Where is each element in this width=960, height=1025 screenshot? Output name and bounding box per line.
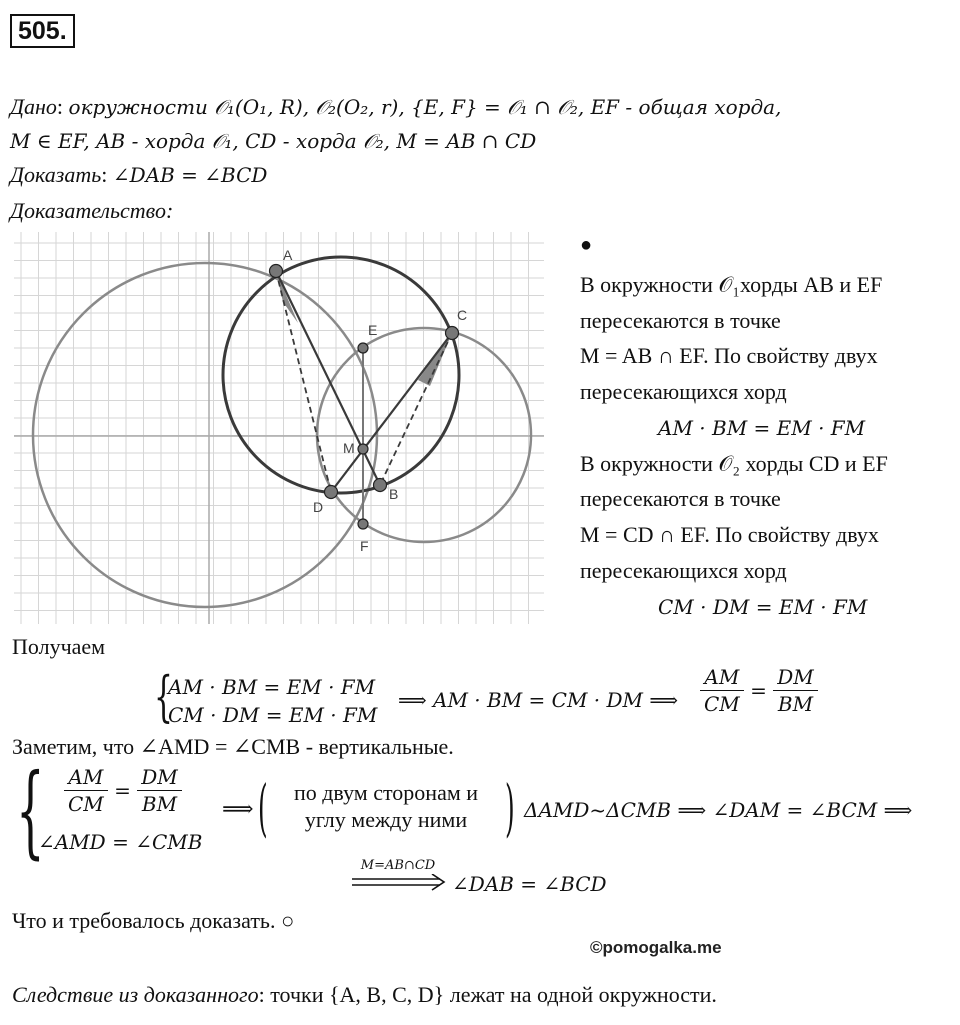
reason-line-2: углу между ними xyxy=(304,807,468,832)
paren-right: ) xyxy=(505,771,515,844)
point-d xyxy=(325,486,338,499)
right-line-5: AM · BM = EM · FM xyxy=(658,416,866,440)
system1-brace: { xyxy=(154,665,173,728)
system2-fractions xyxy=(64,764,182,817)
system1-eq2: CM · DM = EM · FM xyxy=(168,703,378,727)
long-implies-arrow xyxy=(352,874,448,892)
final-result: ∠DAB = ∠BCD xyxy=(452,872,607,896)
point-b xyxy=(374,479,387,492)
paren-left: ( xyxy=(258,771,268,844)
label-m: M xyxy=(343,440,355,456)
system1-fractions xyxy=(700,664,818,717)
right-line-2: пересекаются в точке xyxy=(580,308,781,333)
label-a: A xyxy=(283,247,293,263)
geometry-figure xyxy=(14,232,544,624)
point-a xyxy=(270,265,283,278)
frac-den: CM xyxy=(68,792,104,816)
label-b: B xyxy=(389,486,399,502)
label-d: D xyxy=(313,499,324,515)
segment-ad xyxy=(276,271,331,492)
equals-sign: = xyxy=(750,678,767,703)
similarity-chain: ΔAMD~ΔCMB ⟹ ∠DAM = ∠BCM ⟹ xyxy=(524,798,913,822)
label-f: F xyxy=(360,538,369,554)
fraction-am-cm-2 xyxy=(64,764,108,817)
corollary-text: точки {A, B, C, D} лежат на одной окружности. xyxy=(270,982,717,1007)
right-line-9: пересекающихся хорд xyxy=(580,558,787,583)
point-c xyxy=(446,327,459,340)
frac-num: AM xyxy=(700,664,744,691)
problem-number: 505. xyxy=(10,14,75,48)
prove-line: Доказать: ∠DAB = ∠BCD xyxy=(10,162,268,187)
given-text-1: окружности 𝒪₁(O₁, R), 𝒪₂(O₂, r), {E, F} = 𝒪₁ ∩ 𝒪₂, EF - общая хорда, xyxy=(68,95,782,119)
point-f xyxy=(358,519,368,529)
given-label: Дано xyxy=(10,94,57,119)
given-line-1: Дано: окружности 𝒪₁(O₁, R), 𝒪₂(O₂, r), {E, F} = 𝒪₁ ∩ 𝒪₂, EF - общая хорда, xyxy=(10,94,782,119)
watermark: ©pomogalka.me xyxy=(590,938,722,957)
reason-line-1: по двум сторонам и xyxy=(293,780,479,805)
proof-label-text: Доказательство xyxy=(10,198,166,223)
right-line-4: пересекающихся хорд xyxy=(580,379,787,404)
fraction-dm-bm xyxy=(773,664,818,717)
over-arrow-label: M=AB∩CD xyxy=(360,858,436,873)
frac-den: CM xyxy=(704,692,740,716)
right-line-8: M = CD ∩ EF. По свойству двух xyxy=(580,522,879,547)
fraction-dm-bm-2 xyxy=(137,764,182,817)
proof-label: Доказательство: xyxy=(10,198,174,223)
prove-label: Доказать xyxy=(10,162,102,187)
given-line-2: M ∈ EF, AB - хорда 𝒪₁, CD - хорда 𝒪₂, M = AB ∩ CD xyxy=(10,129,537,153)
note-vertical-angles: Заметим, что ∠AMD = ∠CMB - вертикальные. xyxy=(12,734,454,759)
corollary-line: Следствие из доказанного: точки {A, B, C, D} лежат на одной окружности. xyxy=(12,982,717,1007)
point-m xyxy=(358,444,368,454)
equals-sign: = xyxy=(114,778,131,803)
frac-num: AM xyxy=(64,764,108,791)
label-c: C xyxy=(457,307,468,323)
point-e xyxy=(358,343,368,353)
bullet: ● xyxy=(580,234,593,256)
fraction-am-cm xyxy=(700,664,744,717)
frac-num: DM xyxy=(137,764,182,791)
frac-den: BM xyxy=(777,692,814,716)
system1-result: ⟹ AM · BM = CM · DM ⟹ xyxy=(398,688,679,712)
right-line-10: CM · DM = EM · FM xyxy=(658,595,868,619)
corollary-label: Следствие из доказанного xyxy=(12,982,259,1007)
frac-den: BM xyxy=(141,792,178,816)
right-line-3: M = AB ∩ EF. По свойству двух xyxy=(580,343,878,368)
prove-text: ∠DAB = ∠BCD xyxy=(112,163,268,187)
implies-arrow-1: ⟹ xyxy=(222,797,254,822)
frac-num: DM xyxy=(773,664,818,691)
system2-brace: { xyxy=(16,752,45,869)
qed-line: Что и требовалось доказать. ○ xyxy=(12,908,295,933)
label-e: E xyxy=(368,322,378,338)
right-line-1: В окружности 𝒪₁хорды AB и EF xyxy=(580,272,883,297)
right-line-7: пересекаются в точке xyxy=(580,486,781,511)
get-label: Получаем xyxy=(12,634,106,659)
system1-eq1: AM · BM = EM · FM xyxy=(168,675,376,699)
system2-angles: ∠AMD = ∠CMB xyxy=(38,830,203,854)
right-line-6: В окружности 𝒪₂ хорды CD и EF xyxy=(580,451,888,476)
